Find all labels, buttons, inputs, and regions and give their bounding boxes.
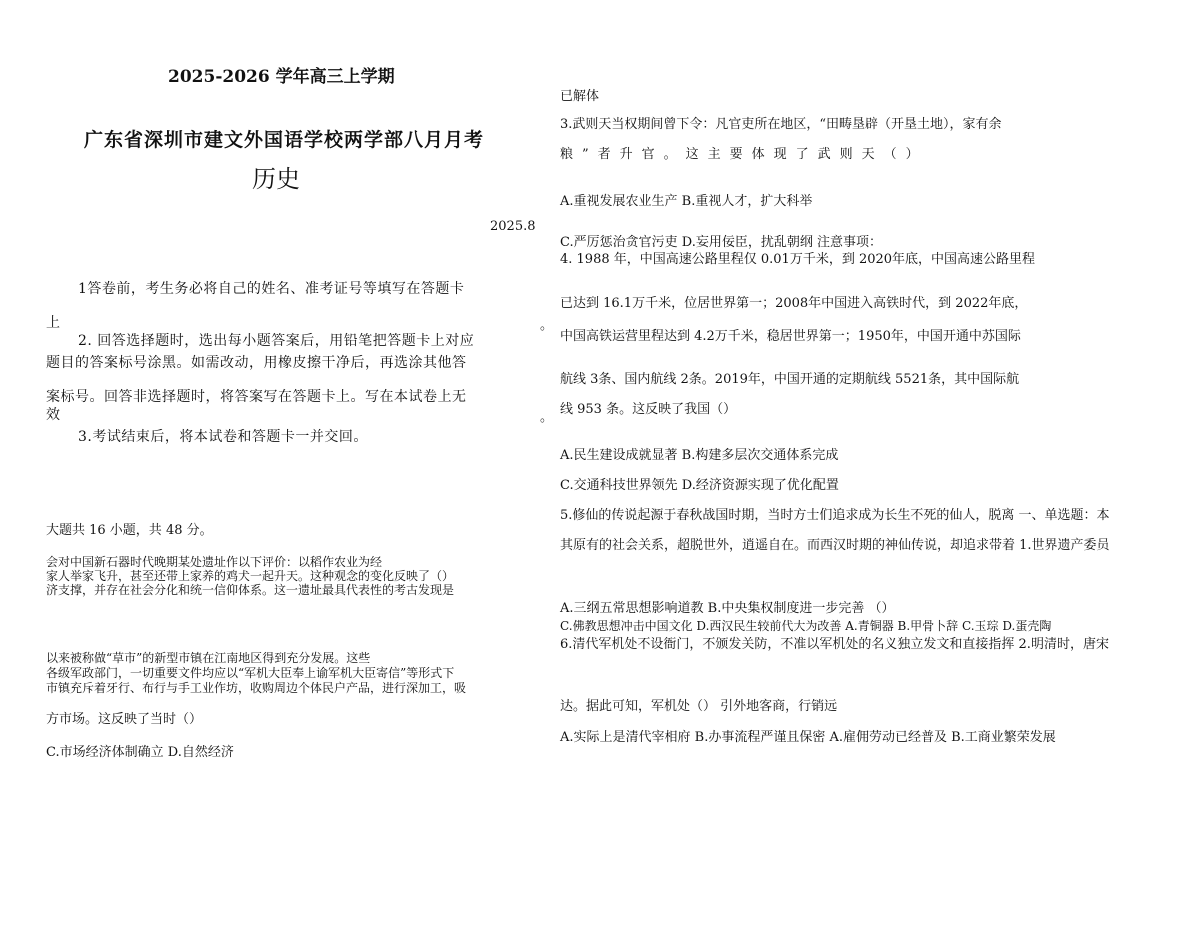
notice-line: 1答卷前，考生务必将自己的姓名、准考证号等填写在答题卡 — [78, 281, 465, 297]
question-text-line: 家人举家飞升，甚至还带上家养的鸡犬一起升天。这种观念的变化反映了（） — [46, 569, 455, 583]
question-text-line: 达。据此可知，军机处（） 引外地客商，行销远 — [560, 699, 838, 714]
notice-line: 3.考试结束后，将本试卷和答题卡一并交回。 — [78, 429, 368, 445]
notice-period: 。 — [540, 318, 554, 333]
question-text-line: 济支撑，并存在社会分化和统一信仰体系。这一遗址最具代表性的考古发现是 — [46, 583, 455, 597]
notice-line: 效 — [46, 407, 61, 423]
answer-option: C.严厉惩治贪官污吏 D.妄用佞臣，扰乱朝纲 注意事项： — [560, 235, 882, 250]
question-text-line: 6.清代军机处不设衙门，不颁发关防，不准以军机处的名义独立发文和直接指挥 2.明清时，唐宋 — [560, 637, 1109, 652]
answer-option: C.交通科技世界领先 D.经济资源实现了优化配置 — [560, 478, 839, 493]
question-text-line: 已达到 16.1万千米，位居世界第一；2008年中国进入高铁时代，到 2022年底， — [560, 296, 1028, 311]
notice-line: 上 — [46, 315, 61, 331]
answer-option: A.实际上是清代宰相府 B.办事流程严谨且保密 A.雇佣劳动已经普及 B.工商业繁荣发展 — [560, 730, 1056, 745]
question-text-line: 方市场。这反映了当时（） — [46, 712, 203, 727]
exam-date: 2025.8 — [490, 219, 536, 234]
answer-option: A.民生建设成就显著 B.构建多层次交通体系完成 — [560, 448, 839, 463]
notice-line: 2. 回答选择题时，选出每小题答案后，用铅笔把答题卡上对应 — [78, 333, 475, 349]
question-text-line: 会对中国新石器时代晚期某处遗址作以下评价：以稻作农业为经 — [46, 555, 383, 569]
exam-term: 2025-2026 学年高三上学期 — [168, 67, 395, 87]
exam-title: 广东省深圳市建文外国语学校两学部八月月考 — [84, 129, 485, 151]
question-text-line: 5.修仙的传说起源于春秋战国时期，当时方士们追求成为长生不死的仙人，脱离 一、单选题：本 — [560, 508, 1110, 523]
question-text-line: 3.武则天当权期间曾下令：凡官吏所在地区，“田畴垦辟（开垦土地），家有余 — [560, 117, 1002, 132]
notice-period: 。 — [540, 410, 554, 425]
question-text-line: 各级军政部门，一切重要文件均应以“军机大臣奉上谕军机大臣寄信”等形式下 — [46, 666, 455, 680]
question-text-line: 4. 1988 年，中国高速公路里程仅 0.01万千米，到 2020年底，中国高速公路里程 — [560, 252, 1036, 267]
question-text-line: 市镇充斥着牙行、布行与手工业作坊，收购周边个体民户产品，进行深加工，吸 — [46, 681, 467, 695]
answer-option: A.三纲五常思想影响道教 B.中央集权制度进一步完善 （） — [560, 601, 895, 616]
answer-option: C.市场经济体制确立 D.自然经济 — [46, 745, 234, 760]
notice-line: 题目的答案标号涂黑。如需改动，用橡皮擦干净后，再选涂其他答 — [46, 355, 467, 371]
question-text-line: 已解体 — [560, 89, 600, 104]
answer-option: C.佛教思想冲击中国文化 D.西汉民生较前代大为改善 A.青铜器 B.甲骨卜辞 C.玉琮 D.蛋壳陶 — [560, 619, 1052, 633]
question-text-line: 中国高铁运营里程达到 4.2万千米，稳居世界第一；1950年，中国开通中苏国际 — [560, 329, 1021, 344]
subject-title: 历史 — [252, 165, 300, 193]
question-text-line: 线 953 条。这反映了我国（） — [560, 402, 737, 417]
question-text-line: 航线 3条、国内航线 2条。2019年，中国开通的定期航线 5521条，其中国际航 — [560, 372, 1020, 387]
notice-line: 案标号。回答非选择题时，将答案写在答题卡上。写在本试卷上无 — [46, 389, 467, 405]
question-text-line: 以来被称做“草市”的新型市镇在江南地区得到充分发展。这些 — [46, 651, 371, 665]
question-text-line: 其原有的社会关系，超脱世外，逍遥自在。而西汉时期的神仙传说，却追求带着 1.世界遗产委员 — [560, 538, 1110, 553]
question-text-line: 粮”者升官。这主要体现了武则天（） — [560, 147, 928, 162]
answer-option: A.重视发展农业生产 B.重视人才，扩大科举 — [560, 194, 813, 209]
section-intro: 大题共 16 小题，共 48 分。 — [46, 523, 213, 538]
